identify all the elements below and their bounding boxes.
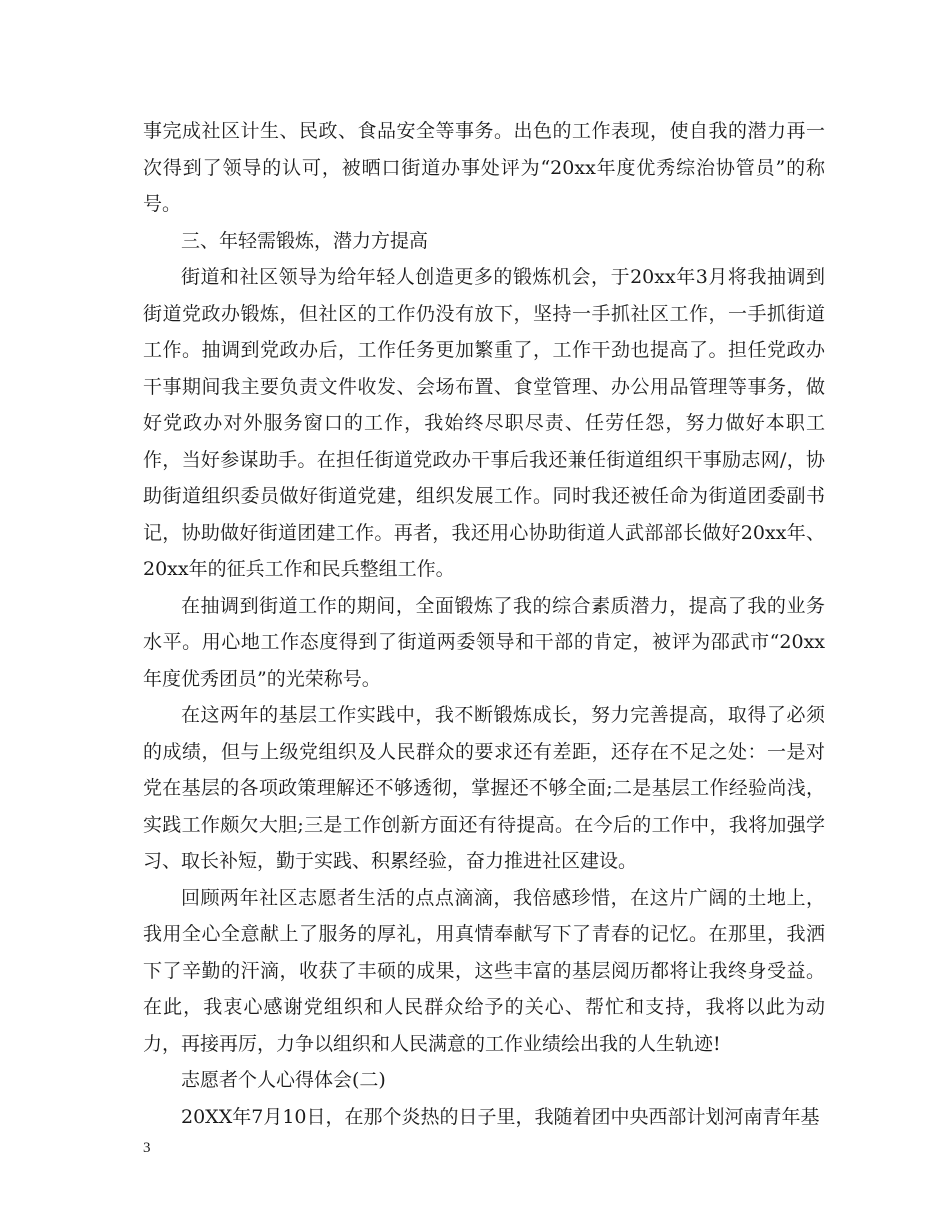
body-paragraph: 回顾两年社区志愿者生活的点点滴滴，我倍感珍惜，在这片广阔的土地上，我用全心全意献上了服务的厚礼，用真情奉献写下了青春的记忆。在那里，我洒下了辛勤的汗滴，收获了丰硕的成果，这些丰富的基层阅历都将让我终身受益。在此，我衷心感谢党组织和人民群众给予的关心、帮忙和支持，我将以此为动力，再接再厉，力争以组织和人民满意的工作业绩绘出我的人生轨迹!: [143, 886, 825, 1055]
section-heading: 三、年轻需锻炼，潜力方提高: [181, 229, 429, 252]
page-number: 3: [143, 1140, 151, 1156]
section-heading: 志愿者个人心得体会(二): [181, 1069, 386, 1091]
body-paragraph: 街道和社区领导为给年轻人创造更多的锻炼机会，于20xx年3月将我抽调到街道党政办锻炼，但社区的工作仍没有放下，坚持一手抓社区工作，一手抓街道工作。抽调到党政办后，工作任务更加繁重了，工作干劲也提高了。担任党政办干事期间我主要负责文件收发、会场布置、食堂管理、办公用品管理等事务，做好党政办对外服务窗口的工作，我始终尽职尽责、任劳任怨，努力做好本职工作，当好参谋助手。在担任街道党政办干事后我还兼任街道组织干事励志网/，协助街道组织委员做好街道党建，组织发展工作。同时我还被任命为街道团委副书记，协助做好街道团建工作。再者，我还用心协助街道人武部部长做好20xx年、20xx年的征兵工作和民兵整组工作。: [143, 266, 825, 580]
body-paragraph: 20XX年7月10日，在那个炎热的日子里，我随着团中央西部计划河南青年基: [181, 1105, 820, 1128]
document-body: [143, 113, 825, 1135]
body-paragraph: 在这两年的基层工作实践中，我不断锻炼成长，努力完善提高，取得了必须的成绩，但与上级党组织及人民群众的要求还有差距，还存在不足之处：一是对党在基层的各项政策理解还不够透彻，掌握还不够全面;二是基层工作经验尚浅，实践工作颇欠大胆;三是工作创新方面还有待提高。在今后的工作中，我将加强学习、取长补短，勤于实践、积累经验，奋力推进社区建设。: [143, 704, 825, 872]
body-paragraph: 在抽调到街道工作的期间，全面锻炼了我的综合素质潜力，提高了我的业务水平。用心地工作态度得到了街道两委领导和干部的肯定，被评为邵武市“20xx年度优秀团员”的光荣称号。: [143, 594, 825, 690]
paragraph-continuation: 事完成社区计生、民政、食品安全等事务。出色的工作表现，使自我的潜力再一次得到了领导的认可，被晒口街道办事处评为“20xx年度优秀综治协管员”的称号。: [143, 120, 825, 215]
